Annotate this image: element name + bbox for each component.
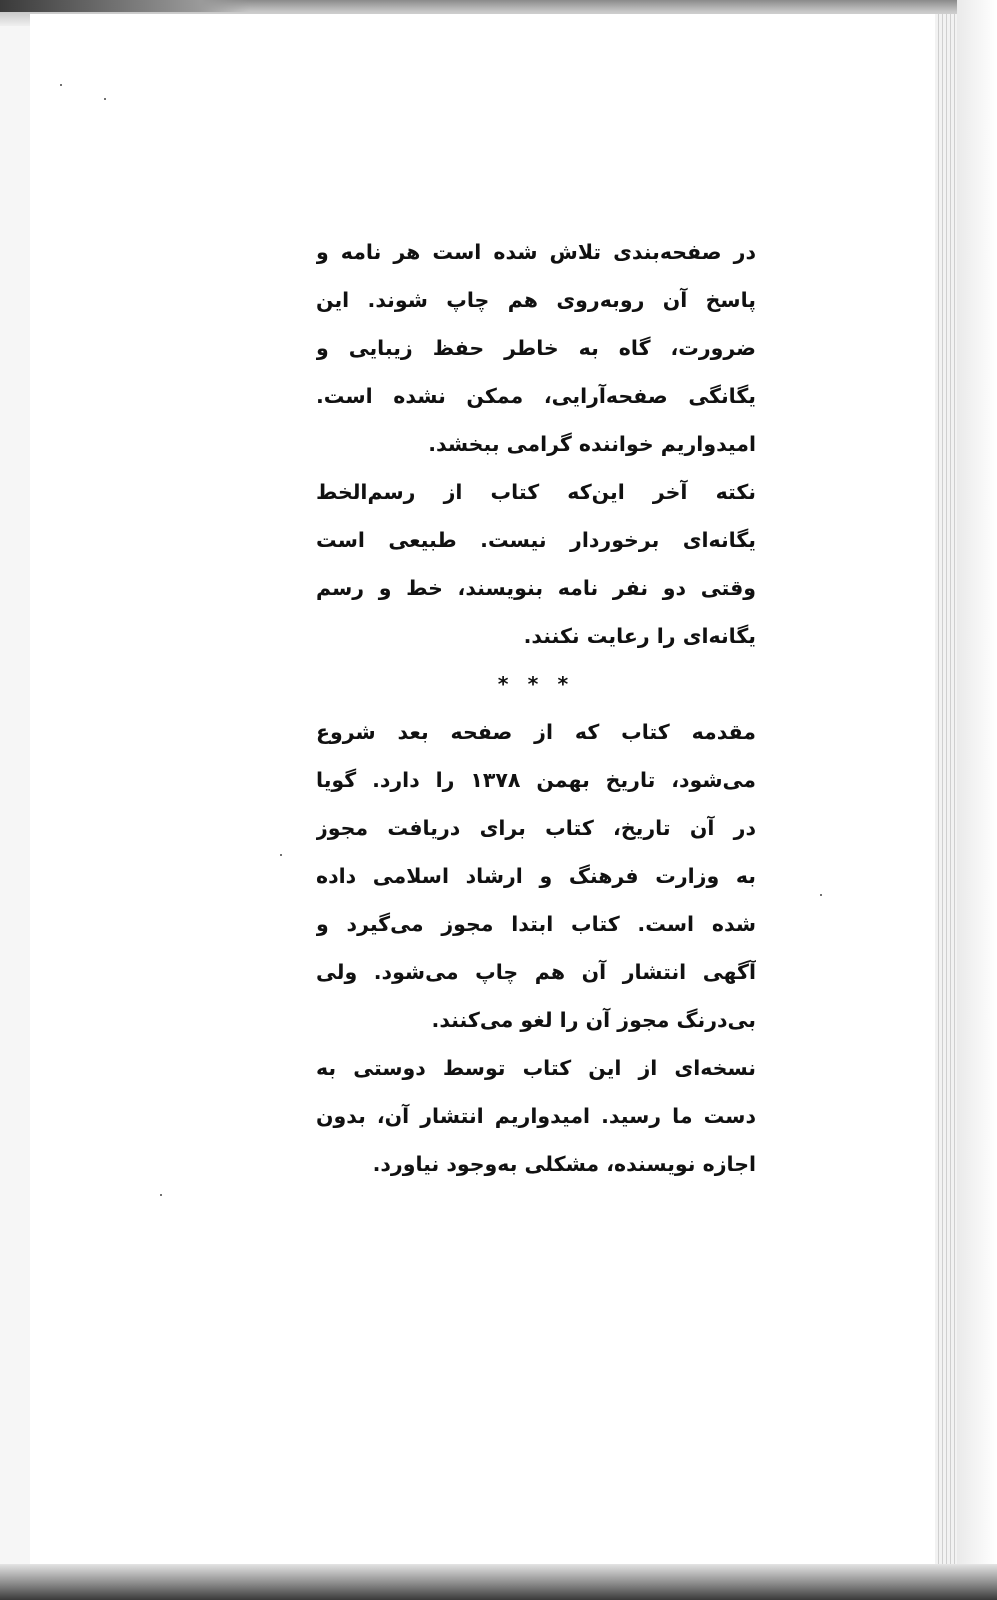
text-line: یگانگی صفحه‌آرایی، ممکن نشده است. xyxy=(316,384,756,408)
text-line: امیدواریم خواننده گرامی ببخشد. xyxy=(428,432,756,456)
text-line: نکته آخر این‌که کتاب از رسم‌الخط xyxy=(316,480,756,504)
text-line: بی‌درنگ مجوز آن را لغو می‌کنند. xyxy=(431,1008,756,1032)
text-line: وقتی دو نفر نامه بنویسند، خط و رسم xyxy=(316,576,756,600)
text-line: پاسخ آن روبه‌روی هم چاپ شوند. این xyxy=(316,288,756,312)
paragraph-introduction-date xyxy=(316,708,756,1044)
text-line: دست ما رسید. امیدواریم انتشار آن، بدون xyxy=(316,1104,756,1128)
text-line: آگهی انتشار آن هم چاپ می‌شود. ولی xyxy=(316,960,756,984)
text-line: در صفحه‌بندی تلاش شده است هر نامه و xyxy=(316,240,756,264)
text-line: یگانه‌ای را رعایت نکنند. xyxy=(523,624,756,648)
scan-speck xyxy=(160,1194,162,1196)
scan-speck xyxy=(820,894,822,896)
scan-speck xyxy=(104,98,106,100)
text-line: ضرورت، گاه به خاطر حفظ زیبایی و xyxy=(316,336,756,360)
paragraph-page-layout-note xyxy=(316,228,756,468)
paragraph-copy-received xyxy=(316,1044,756,1188)
scan-speck xyxy=(280,854,282,856)
scan-speck xyxy=(60,84,62,86)
section-separator: * * * xyxy=(497,672,575,696)
scan-right-margin xyxy=(957,0,997,1600)
page-stack-edges xyxy=(935,14,957,1566)
text-line: یگانه‌ای برخوردار نیست. طبیعی است xyxy=(316,528,756,552)
text-line: به وزارت فرهنگ و ارشاد اسلامی داده xyxy=(316,864,756,888)
scan-top-corner-shadow xyxy=(0,0,250,12)
text-line: نسخه‌ای از این کتاب توسط دوستی به xyxy=(316,1056,756,1080)
text-line: می‌شود، تاریخ بهمن ۱۳۷۸ را دارد. گویا xyxy=(316,768,756,792)
text-line: اجازه نویسنده، مشکلی به‌وجود نیاورد. xyxy=(372,1152,756,1176)
scan-bottom-shadow xyxy=(0,1564,997,1600)
text-line: مقدمه کتاب که از صفحه بعد شروع xyxy=(316,720,756,744)
text-line: در آن تاریخ، کتاب برای دریافت مجوز xyxy=(316,816,756,840)
paragraph-orthography-note xyxy=(316,468,756,660)
page-text xyxy=(316,228,756,1188)
text-line: شده است. کتاب ابتدا مجوز می‌گیرد و xyxy=(316,912,756,936)
